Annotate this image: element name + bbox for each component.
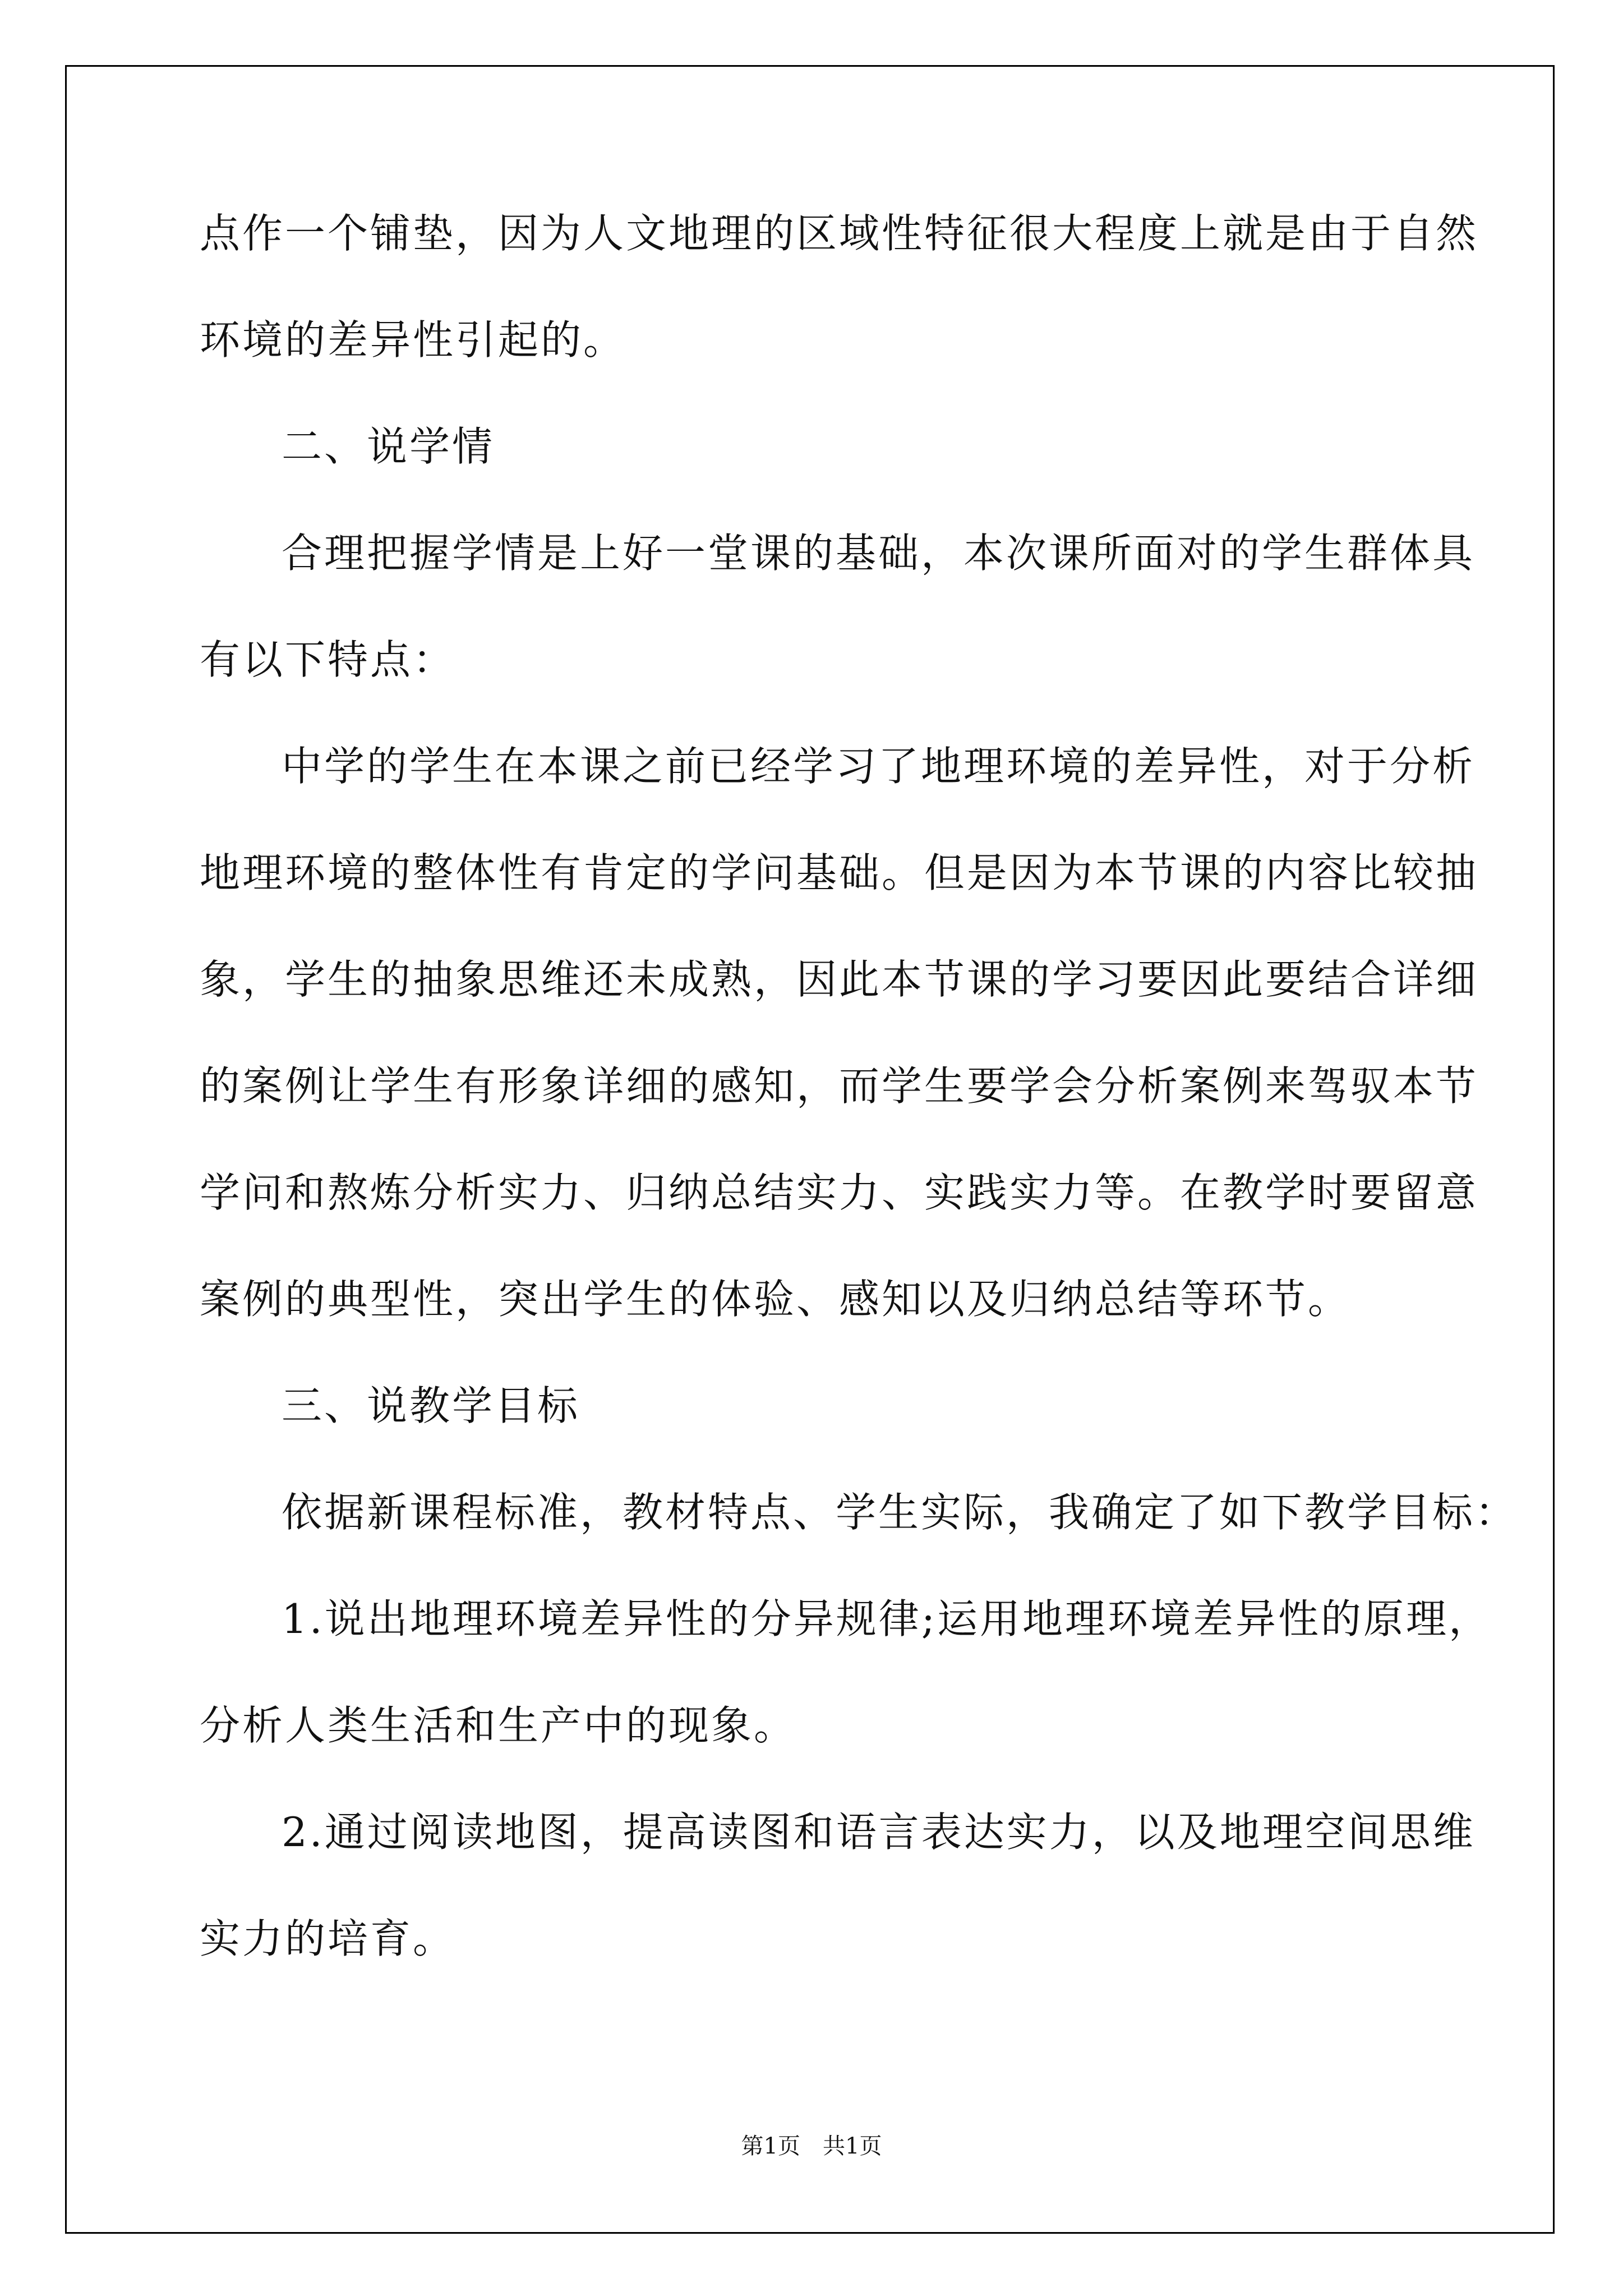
text-line: 象，学生的抽象思维还未成熟，因此本节课的学习要因此要结合详细	[200, 956, 1479, 1003]
text-line: 实力的培育。	[200, 1915, 456, 1962]
page-border	[65, 65, 1555, 2234]
text-line: 案例的典型性，突出学生的体验、感知以及归纳总结等环节。	[200, 1276, 1351, 1323]
section-heading-teaching-goals: 三、说教学目标	[282, 1382, 580, 1429]
list-item-1: 1.说出地理环境差异性的分异规律;运用地理环境差异性的原理，	[282, 1595, 1491, 1642]
section-heading-student-situation: 二、说学情	[282, 423, 495, 470]
text-line: 分析人类生活和生产中的现象。	[200, 1702, 797, 1749]
text-line: 依据新课程标准，教材特点、学生实际，我确定了如下教学目标：	[282, 1489, 1518, 1536]
text-line: 中学的学生在本课之前已经学习了地理环境的差异性，对于分析	[282, 743, 1476, 790]
text-line: 点作一个铺垫，因为人文地理的区域性特征很大程度上就是由于自然	[200, 210, 1479, 257]
text-line: 的案例让学生有形象详细的感知，而学生要学会分析案例来驾驭本节	[200, 1062, 1479, 1110]
page-number-footer: 第1页 共1页	[741, 2133, 882, 2159]
text-line: 有以下特点：	[200, 636, 456, 683]
text-line: 环境的差异性引起的。	[200, 316, 626, 364]
text-line: 学问和熬炼分析实力、归纳总结实力、实践实力等。在教学时要留意	[200, 1169, 1479, 1216]
text-line: 合理把握学情是上好一堂课的基础，本次课所面对的学生群体具	[282, 530, 1476, 577]
list-item-2: 2.通过阅读地图，提高读图和语言表达实力，以及地理空间思维	[282, 1809, 1476, 1856]
text-line: 地理环境的整体性有肯定的学问基础。但是因为本节课的内容比较抽	[200, 849, 1479, 896]
